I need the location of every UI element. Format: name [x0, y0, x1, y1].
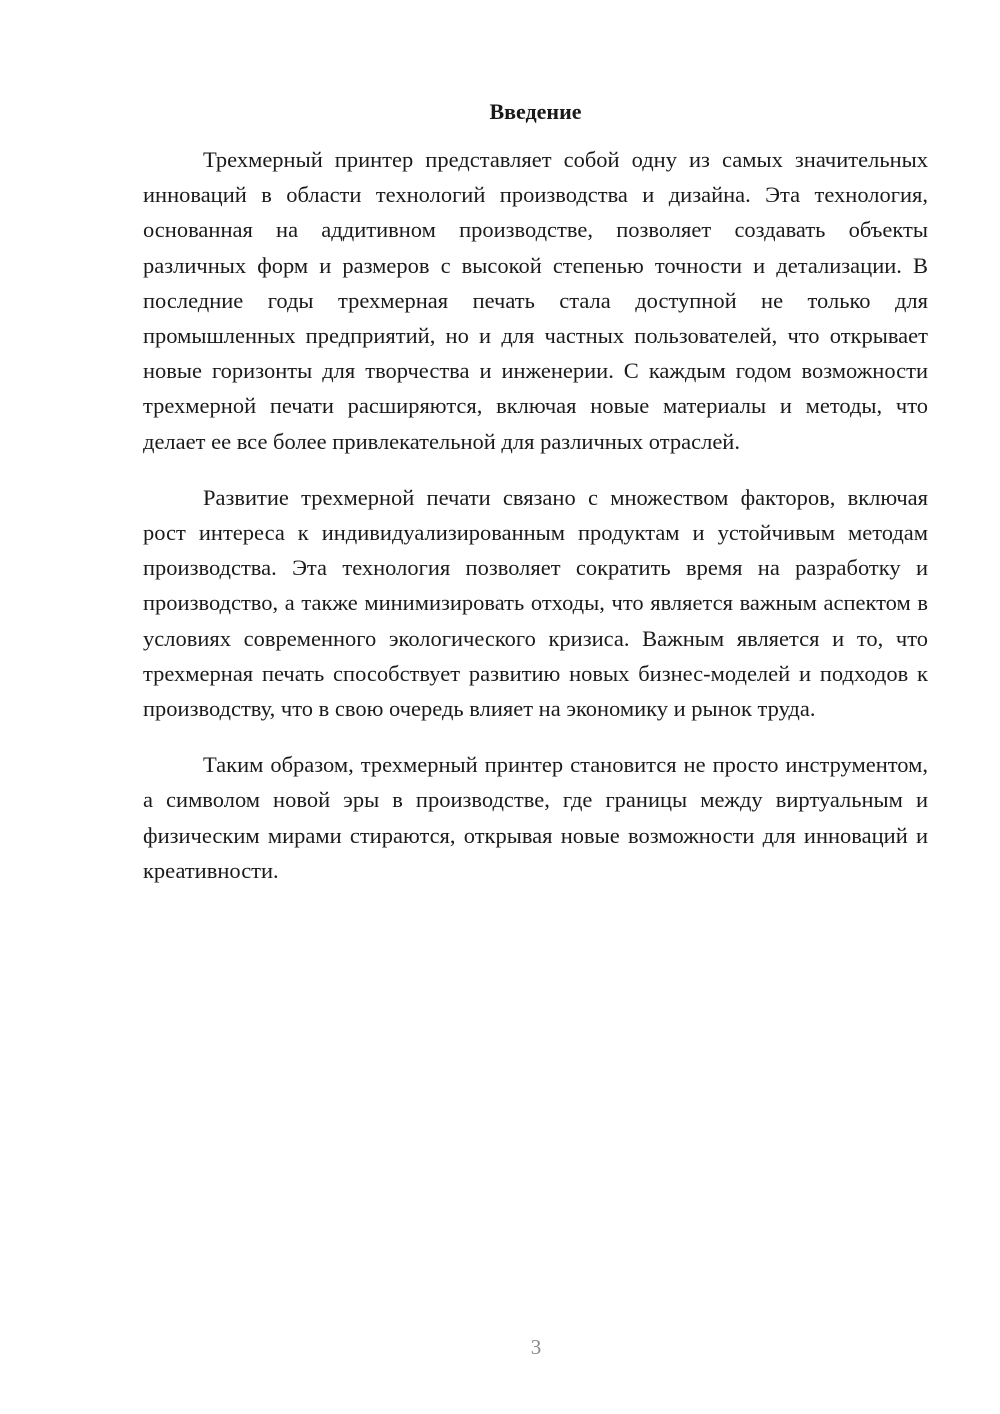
page-number: 3 [530, 1335, 542, 1359]
paragraph-2: Развитие трехмерной печати связано с множеством факторов, включая рост интереса к индивидуализированным продуктам и устойчивым методам производства. Эта технология позволяет сократить время на разработку и производство, а также минимизировать отходы, что является важным аспектом в условиях современного экологического кризиса. Важным является и то, что трехмерная печать способствует развитию новых бизнес-моделей и подходов к производству, что в свою очередь влияет на экономику и рынок труда. [143, 484, 928, 722]
paragraph-1: Трехмерный принтер представляет собой одну из самых значительных инноваций в области технологий производства и дизайна. Эта технология, основанная на аддитивном производстве, позволяет создавать объекты различных форм и размеров с высокой степенью точности и детализации. В последние годы трехмерная печать стала доступной не только для промышленных предприятий, но и для частных пользователей, что открывает новые горизонты для творчества и инженерии. С каждым годом возможности трехмерной печати расширяются, включая новые материалы и методы, что делает ее все более привлекательной для различных отраслей. [143, 147, 928, 454]
section-heading: Введение [489, 99, 582, 124]
body-text [143, 142, 928, 909]
paragraph-3: Таким образом, трехмерный принтер становится не просто инструментом, а символом новой эры в производстве, где границы между виртуальным и физическим мирами стираются, открывая новые возможности для инноваций и креативности. [143, 752, 928, 883]
